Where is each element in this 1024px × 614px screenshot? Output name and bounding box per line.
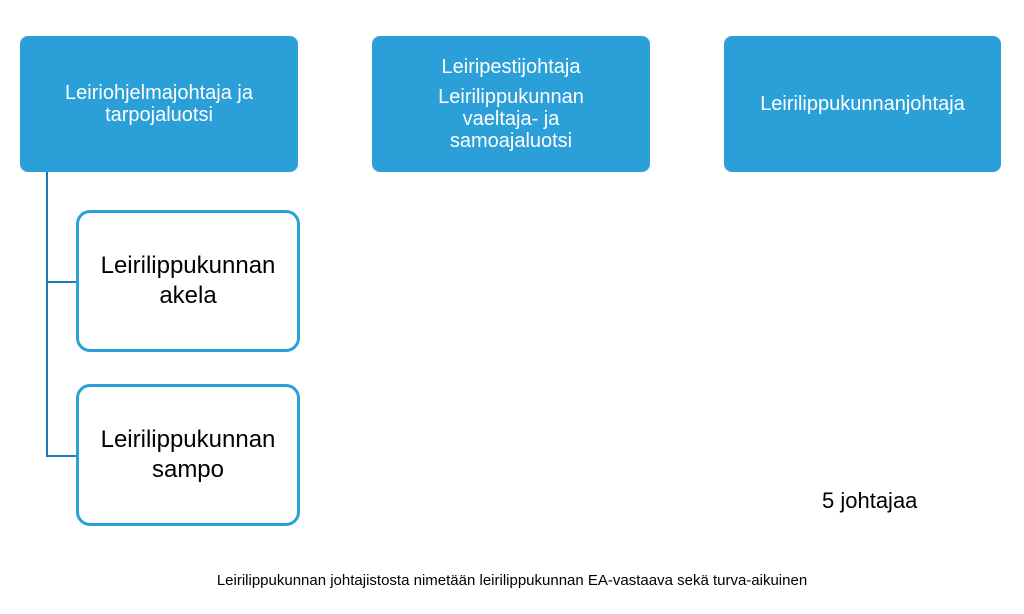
- box-leirilippukunnanjohtaja-text: Leirilippukunnanjohtaja: [760, 93, 965, 115]
- box-leiripestijohtaja-line1: Leiripestijohtaja: [441, 56, 581, 78]
- box-leiriohjelmajohtaja-text: Leiriohjelmajohtaja ja tarpojaluotsi: [65, 82, 253, 126]
- footer-note: Leirilippukunnan johtajistosta nimetään leirilippukunnan EA-vastaava sekä turva-aikuinen: [216, 572, 808, 589]
- box-leiriohjelmajohtaja: [20, 36, 298, 172]
- box-akela: [76, 210, 300, 352]
- connector-branch-akela: [46, 281, 76, 283]
- box-sampo: [76, 384, 300, 526]
- box-akela-text: Leirilippukunnan akela: [100, 252, 276, 309]
- box-sampo-text: Leirilippukunnan sampo: [100, 426, 276, 483]
- box-leirilippukunnanjohtaja: [724, 36, 1001, 172]
- leader-count-note: 5 johtajaa: [822, 488, 918, 513]
- connector-branch-sampo: [46, 455, 76, 457]
- connector-vertical: [46, 172, 48, 457]
- box-leiripestijohtaja: [372, 36, 650, 172]
- box-leiripestijohtaja-line2: Leirilippukunnan vaeltaja- ja samoajaluotsi: [438, 86, 584, 152]
